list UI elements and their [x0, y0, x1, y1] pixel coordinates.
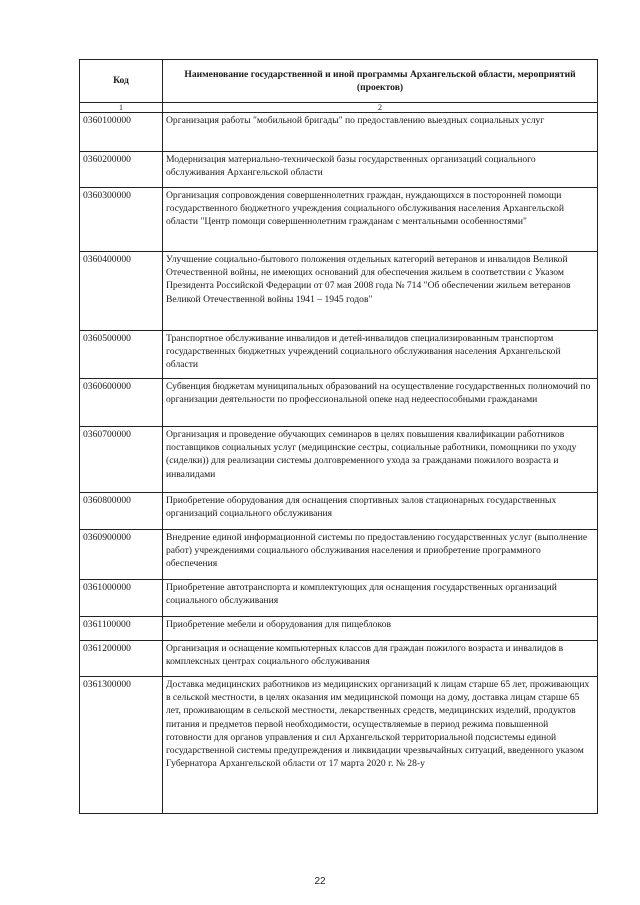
table-row — [80, 530, 598, 580]
table-row — [80, 188, 598, 252]
row-name: Организация сопровождения совершеннолетних граждан, нуждающихся в посторонней помощи государственного бюджетного учреждения социального обслуживания населения Архангельской области "Центр помощи совершеннолетним гражданам с ментальными особенностями" — [163, 188, 598, 252]
row-name: Организация и оснащение компьютерных классов для граждан пожилого возраста и инвалидов в комплексных центрах социального обслуживания — [163, 641, 598, 677]
table-row — [80, 580, 598, 617]
row-code: 0361000000 — [80, 580, 163, 617]
row-code: 0360600000 — [80, 379, 163, 427]
table-row — [80, 252, 598, 331]
row-name: Улучшение социально-бытового положения отдельных категорий ветеранов и инвалидов Великой Отечественной войны, не имеющих оснований для обеспечения жильем в соответствии с Указом Президента Российской Федерации от 07 мая 2008 года № 714 "Об обеспечении жильем ветеранов Великой Отечественной войны 1941 – 1945 годов" — [163, 252, 598, 331]
table-row — [80, 379, 598, 427]
document-page — [79, 59, 597, 814]
column-number: 1 — [80, 103, 163, 113]
row-name: Модернизация материально-технической базы государственных организаций социального обслуживания Архангельской области — [163, 152, 598, 188]
row-code: 0360700000 — [80, 427, 163, 493]
row-code: 0361100000 — [80, 617, 163, 641]
row-name: Транспортное обслуживание инвалидов и детей-инвалидов специализированным транспортом государственных бюджетных учреждений социального обслуживания населения Архангельской области — [163, 331, 598, 379]
row-code: 0360300000 — [80, 188, 163, 252]
table-row — [80, 113, 598, 152]
row-name: Внедрение единой информационной системы по предоставлению государственных услуг (выполнение работ) учреждениями социального обслуживания населения и приобретение программного обеспечения — [163, 530, 598, 580]
row-name: Организация и проведение обучающих семинаров в целях повышения квалификации работников поставщиков социальных услуг (медицинские сестры, социальные работники, помощники по уходу (сиделки)) для реализации системы долговременного ухода за гражданами пожилого возраста и инвалидами — [163, 427, 598, 493]
row-code: 0360400000 — [80, 252, 163, 331]
row-code: 0360200000 — [80, 152, 163, 188]
row-code: 0360500000 — [80, 331, 163, 379]
column-number: 2 — [163, 103, 598, 113]
row-name: Приобретение мебели и оборудования для пищеблоков — [163, 617, 598, 641]
row-name: Организация работы "мобильной бригады" по предоставлению выездных социальных услуг — [163, 113, 598, 152]
row-code: 0361200000 — [80, 641, 163, 677]
program-table — [79, 59, 598, 814]
table-row — [80, 677, 598, 814]
table-row — [80, 641, 598, 677]
row-name: Доставка медицинских работников из медицинских организаций к лицам старше 65 лет, проживающих в сельской местности, в целях оказания им медицинской помощи на дому, доставка лицам старше 65 лет, проживающим в сельской местности, лекарственных средств, медицинских изделий, продуктов питания и предметов первой необходимости, осуществляемые в период режима повышенной готовности для органов управления и сил Архангельской территориальной подсистемы единой государственной системы предупреждения и ликвидации чрезвычайных ситуаций, введенного указом Губернатора Архангельской области от 17 марта 2020 г. № 28-у — [163, 677, 598, 814]
row-code: 0360800000 — [80, 493, 163, 530]
row-code: 0361300000 — [80, 677, 163, 814]
header-name: Наименование государственной и иной программы Архангельской области, мероприятий (проектов) — [163, 60, 598, 103]
row-code: 0360900000 — [80, 530, 163, 580]
header-code: Код — [80, 60, 163, 103]
table-row — [80, 152, 598, 188]
row-name: Приобретение оборудования для оснащения спортивных залов стационарных государственных организаций социального обслуживания — [163, 493, 598, 530]
column-number-row — [80, 103, 598, 113]
row-code: 0360100000 — [80, 113, 163, 152]
table-row — [80, 331, 598, 379]
table-row — [80, 493, 598, 530]
table-row — [80, 427, 598, 493]
page-number: 22 — [314, 876, 326, 887]
table-header-row — [80, 60, 598, 103]
table-row — [80, 617, 598, 641]
row-name: Субвенция бюджетам муниципальных образований на осуществление государственных полномочий по организации деятельности по профессиональной опеке над недееспособными гражданами — [163, 379, 598, 427]
row-name: Приобретение автотранспорта и комплектующих для оснащения государственных организаций социального обслуживания — [163, 580, 598, 617]
